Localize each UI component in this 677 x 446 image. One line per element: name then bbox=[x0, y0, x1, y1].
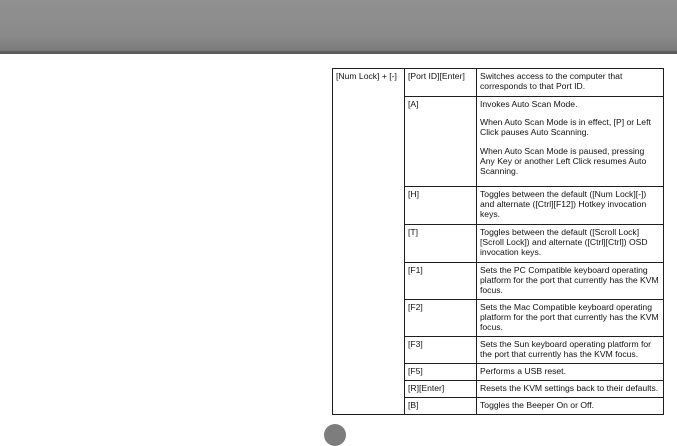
key-label: [T] bbox=[408, 227, 419, 237]
description-cell bbox=[477, 336, 664, 363]
description-text: Toggles between the default ([Scroll Lock][Scroll Lock]) and alternate ([Ctrl][Ctrl]) OSD invocation keys. bbox=[480, 227, 648, 258]
key-cell bbox=[405, 336, 477, 363]
description-cell bbox=[477, 187, 664, 225]
page-marker-circle bbox=[324, 424, 346, 446]
key-cell bbox=[405, 187, 477, 225]
key-label: [Port ID][Enter] bbox=[408, 71, 465, 81]
description-text: When Auto Scan Mode is in effect, [P] or Left Click pauses Auto Scanning. bbox=[480, 117, 651, 138]
key-cell bbox=[405, 363, 477, 380]
hotkey-combo-cell bbox=[333, 69, 405, 415]
key-cell bbox=[405, 397, 477, 414]
header-band bbox=[0, 0, 677, 51]
description-cell bbox=[477, 380, 664, 397]
header-rule bbox=[0, 51, 677, 54]
description-text: Sets the PC Compatible keyboard operating platform for the port that currently has the KVM focus. bbox=[480, 265, 659, 296]
description-cell bbox=[477, 263, 664, 300]
key-cell bbox=[405, 97, 477, 187]
description-text: Sets the Mac Compatible keyboard operating platform for the port that currently has the KVM focus. bbox=[480, 301, 659, 333]
description-cell bbox=[477, 363, 664, 380]
key-label: [F1] bbox=[408, 265, 423, 275]
description-text: Sets the Sun keyboard operating platform for the port that currently has the KVM focus. bbox=[480, 338, 652, 359]
description-text: When Auto Scan Mode is paused, pressing Any Key or another Left Click resumes Auto Scanning. bbox=[480, 145, 647, 177]
key-cell bbox=[405, 69, 477, 97]
key-label: [B] bbox=[408, 399, 419, 410]
key-label: [F3] bbox=[408, 338, 423, 349]
key-label: [R][Enter] bbox=[408, 382, 445, 393]
key-label: [A] bbox=[408, 99, 419, 109]
description-text: Toggles between the default ([Num Lock][-]) and alternate ([Ctrl][F12]) Hotkey invocation keys. bbox=[480, 189, 647, 220]
description-text: Invokes Auto Scan Mode. bbox=[480, 99, 578, 109]
key-cell bbox=[405, 263, 477, 300]
key-cell bbox=[405, 380, 477, 397]
description-text: Switches access to the computer that corresponds to that Port ID. bbox=[480, 71, 623, 92]
key-label: [H] bbox=[408, 189, 419, 199]
description-text: Performs a USB reset. bbox=[480, 365, 566, 376]
description-cell bbox=[477, 69, 664, 97]
description-cell bbox=[477, 299, 664, 336]
description-text: Toggles the Beeper On or Off. bbox=[480, 399, 595, 410]
table-row bbox=[333, 69, 664, 97]
description-cell bbox=[477, 397, 664, 414]
key-cell bbox=[405, 225, 477, 263]
hotkey-combo: [Num Lock] + [-] bbox=[336, 71, 397, 81]
hotkey-table bbox=[332, 68, 664, 415]
key-label: [F2] bbox=[408, 301, 423, 312]
description-cell bbox=[477, 97, 664, 187]
description-text: Resets the KVM settings back to their defaults. bbox=[480, 382, 659, 393]
key-cell bbox=[405, 299, 477, 336]
description-cell bbox=[477, 225, 664, 263]
key-label: [F5] bbox=[408, 365, 423, 376]
